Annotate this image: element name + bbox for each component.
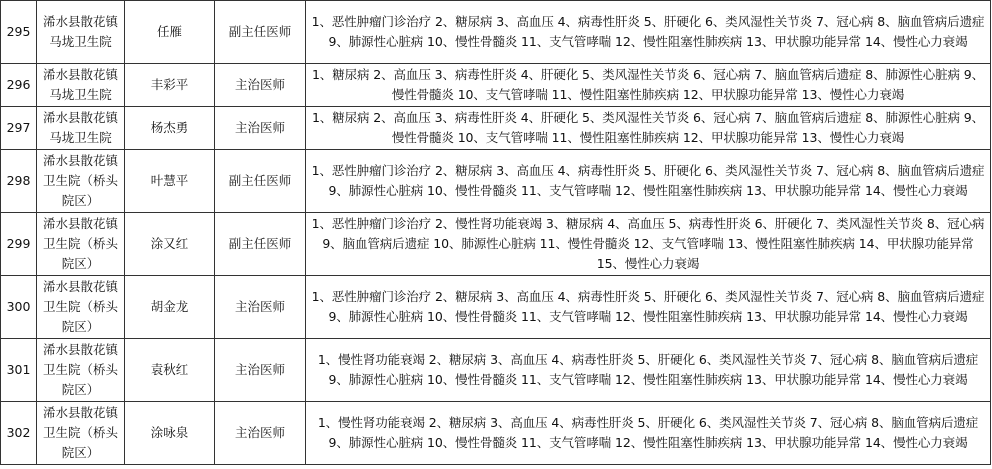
doctor-name: 杨杰勇 [125, 107, 215, 150]
table-row [1, 276, 991, 339]
doctor-name: 叶慧平 [125, 150, 215, 213]
doctor-name: 任雁 [125, 1, 215, 64]
doctor-title: 主治医师 [215, 339, 306, 402]
institution-cell: 浠水县散花镇卫生院（桥头院区） [37, 276, 125, 339]
row-number: 301 [1, 339, 37, 402]
treatment-scope: 1、糖尿病 2、高血压 3、病毒性肝炎 4、肝硬化 5、类风湿性关节炎 6、冠心病 7、脑血管病后遗症 8、肺源性心脏病 9、慢性骨髓炎 10、支气管哮喘 11、慢性阻塞性肺疾病 12、甲状腺功能异常 13、慢性心力衰竭 [306, 107, 991, 150]
doctor-name: 胡金龙 [125, 276, 215, 339]
doctor-title: 主治医师 [215, 276, 306, 339]
doctor-title: 副主任医师 [215, 150, 306, 213]
institution-cell: 浠水县散花镇卫生院（桥头院区） [37, 402, 125, 465]
institution-cell: 浠水县散花镇马垅卫生院 [37, 107, 125, 150]
treatment-scope: 1、恶性肿瘤门诊治疗 2、糖尿病 3、高血压 4、病毒性肝炎 5、肝硬化 6、类风湿性关节炎 7、冠心病 8、脑血管病后遗症 9、肺源性心脏病 10、慢性骨髓炎 11、支气管哮喘 12、慢性阻塞性肺疾病 13、甲状腺功能异常 14、慢性心力衰竭 [306, 276, 991, 339]
institution-cell: 浠水县散花镇卫生院（桥头院区） [37, 150, 125, 213]
doctor-title: 副主任医师 [215, 213, 306, 276]
row-number: 298 [1, 150, 37, 213]
table-row [1, 1, 991, 64]
institution-cell: 浠水县散花镇马垅卫生院 [37, 1, 125, 64]
doctor-title: 主治医师 [215, 107, 306, 150]
row-number: 297 [1, 107, 37, 150]
treatment-scope: 1、慢性肾功能衰竭 2、糖尿病 3、高血压 4、病毒性肝炎 5、肝硬化 6、类风湿性关节炎 7、冠心病 8、脑血管病后遗症 9、肺源性心脏病 10、慢性骨髓炎 11、支气管哮喘 12、慢性阻塞性肺疾病 13、甲状腺功能异常 14、慢性心力衰竭 [306, 339, 991, 402]
institution-cell: 浠水县散花镇卫生院（桥头院区） [37, 213, 125, 276]
doctor-title: 主治医师 [215, 402, 306, 465]
doctor-name: 丰彩平 [125, 64, 215, 107]
treatment-scope: 1、恶性肿瘤门诊治疗 2、慢性肾功能衰竭 3、糖尿病 4、高血压 5、病毒性肝炎 6、肝硬化 7、类风湿性关节炎 8、冠心病 9、脑血管病后遗症 10、肺源性心脏病 11、慢性骨髓炎 12、支气管哮喘 13、慢性阻塞性肺疾病 14、甲状腺功能异常 15、慢性心力衰竭 [306, 213, 991, 276]
table-row [1, 402, 991, 465]
institution-cell: 浠水县散花镇马垅卫生院 [37, 64, 125, 107]
treatment-scope: 1、慢性肾功能衰竭 2、糖尿病 3、高血压 4、病毒性肝炎 5、肝硬化 6、类风湿性关节炎 7、冠心病 8、脑血管病后遗症 9、肺源性心脏病 10、慢性骨髓炎 11、支气管哮喘 12、慢性阻塞性肺疾病 13、甲状腺功能异常 14、慢性心力衰竭 [306, 402, 991, 465]
treatment-scope: 1、恶性肿瘤门诊治疗 2、糖尿病 3、高血压 4、病毒性肝炎 5、肝硬化 6、类风湿性关节炎 7、冠心病 8、脑血管病后遗症 9、肺源性心脏病 10、慢性骨髓炎 11、支气管哮喘 12、慢性阻塞性肺疾病 13、甲状腺功能异常 14、慢性心力衰竭 [306, 150, 991, 213]
table-row [1, 339, 991, 402]
doctor-name: 涂又红 [125, 213, 215, 276]
table-row [1, 150, 991, 213]
treatment-scope: 1、糖尿病 2、高血压 3、病毒性肝炎 4、肝硬化 5、类风湿性关节炎 6、冠心病 7、脑血管病后遗症 8、肺源性心脏病 9、慢性骨髓炎 10、支气管哮喘 11、慢性阻塞性肺疾病 12、甲状腺功能异常 13、慢性心力衰竭 [306, 64, 991, 107]
table-row [1, 107, 991, 150]
doctor-name: 袁秋红 [125, 339, 215, 402]
row-number: 299 [1, 213, 37, 276]
row-number: 302 [1, 402, 37, 465]
table-row [1, 213, 991, 276]
institution-cell: 浠水县散花镇卫生院（桥头院区） [37, 339, 125, 402]
table-row [1, 64, 991, 107]
doctor-title: 主治医师 [215, 64, 306, 107]
doctor-title: 副主任医师 [215, 1, 306, 64]
row-number: 295 [1, 1, 37, 64]
row-number: 300 [1, 276, 37, 339]
treatment-scope: 1、恶性肿瘤门诊治疗 2、糖尿病 3、高血压 4、病毒性肝炎 5、肝硬化 6、类风湿性关节炎 7、冠心病 8、脑血管病后遗症 9、肺源性心脏病 10、慢性骨髓炎 11、支气管哮喘 12、慢性阻塞性肺疾病 13、甲状腺功能异常 14、慢性心力衰竭 [306, 1, 991, 64]
row-number: 296 [1, 64, 37, 107]
doctor-name: 涂咏泉 [125, 402, 215, 465]
